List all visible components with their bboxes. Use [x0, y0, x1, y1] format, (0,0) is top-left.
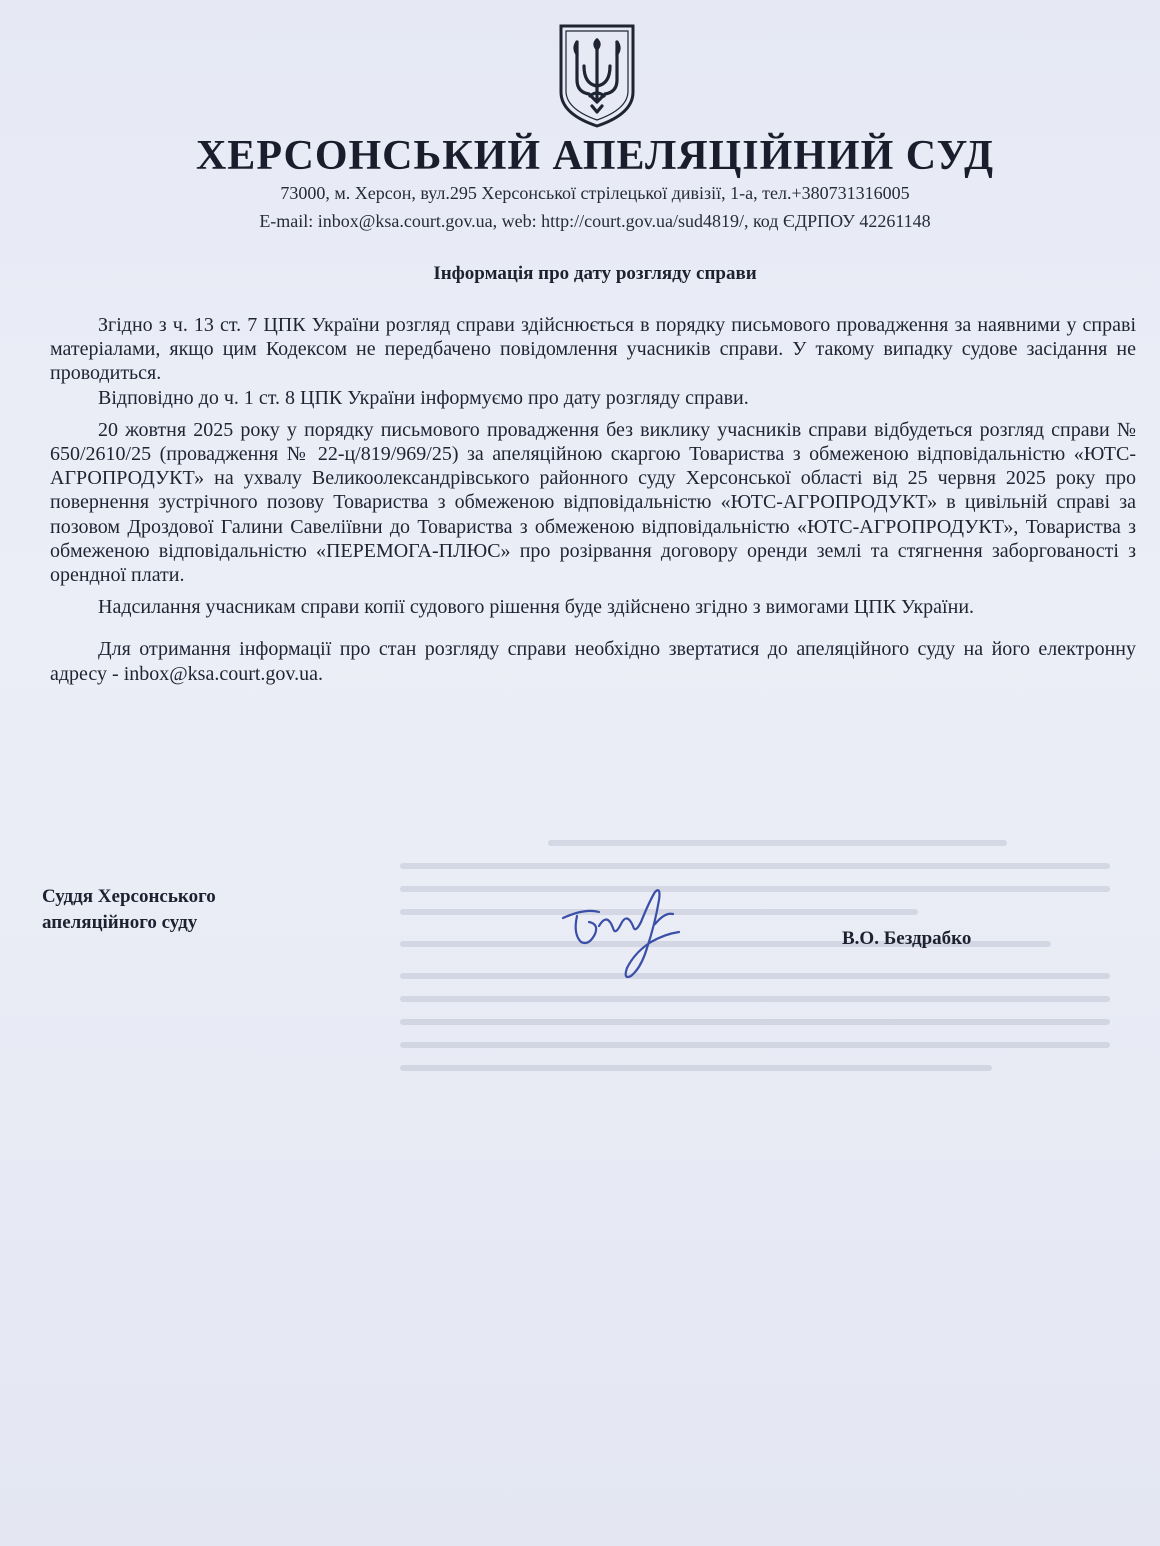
- paragraph-legal-basis: Згідно з ч. 13 ст. 7 ЦПК України розгляд справи здійснюється в порядку письмового провадження за наявними у справі матеріалами, якщо цим Кодексом не передбачено повідомлення учасників справи. У такому випадку судове засідання не проводиться.: [50, 314, 1136, 385]
- judge-position-line1: Суддя Херсонського: [42, 886, 216, 907]
- document-heading: Інформація про дату розгляду справи: [433, 263, 757, 284]
- paragraph-decision-delivery: Надсилання учасникам справи копії судового рішення буде здійснено згідно з вимогами ЦПК України.: [98, 596, 975, 619]
- document-body: [50, 313, 1136, 686]
- court-contacts: E-mail: inbox@ksa.court.gov.ua, web: http://court.gov.ua/sud4819/, код ЄДРПОУ 42261148: [259, 211, 931, 231]
- judge-position: [42, 884, 216, 936]
- judge-name: В.О. Бездрабко: [842, 928, 972, 949]
- paragraph-notification: Відповідно до ч. 1 ст. 8 ЦПК України інформуємо про дату розгляду справи.: [98, 386, 749, 409]
- paragraph-contact-info: Для отримання інформації про стан розгляду справи необхідно звертатися до апеляційного суду на його електронну адресу - inbox@ksa.court.gov.ua.: [50, 638, 1136, 685]
- judge-position-line2: апеляційного суду: [42, 912, 198, 933]
- paragraph-case-details: 20 жовтня 2025 року у порядку письмового провадження без виклику учасників справи відбудеться розгляд справи № 650/2610/25 (провадження № 22-ц/819/969/25) за апеляційною скаргою Товариства з обмеженою відповідальністю «ЮТС-АГРОПРОДУКТ» на ухвалу Великоолександрівського районного суду Херсонської області від 25 червня 2025 року про повернення зустрічного позову Товариства з обмеженою відповідальністю «ЮТС-АГРОПРОДУКТ» в цивільній справі за позовом Дроздової Галини Савеліївни до Товариства з обмеженою відповідальністю «ЮТС-АГРОПРОДУКТ», Товариства з обмеженою відповідальністю «ПЕРЕМОГА-ПЛЮС» про розірвання договору оренди землі та стягнення заборгованості з орендної плати.: [50, 418, 1136, 587]
- trident-coat-of-arms-icon: [557, 22, 637, 130]
- handwritten-signature-icon: [555, 872, 700, 992]
- bleed-through-shadow: [400, 840, 1140, 1360]
- court-address: 73000, м. Херсон, вул.295 Херсонської стрілецької дивізії, 1-а, тел.+380731316005: [280, 183, 910, 203]
- court-name: ХЕРСОНСЬКИЙ АПЕЛЯЦІЙНИЙ СУД: [195, 133, 995, 179]
